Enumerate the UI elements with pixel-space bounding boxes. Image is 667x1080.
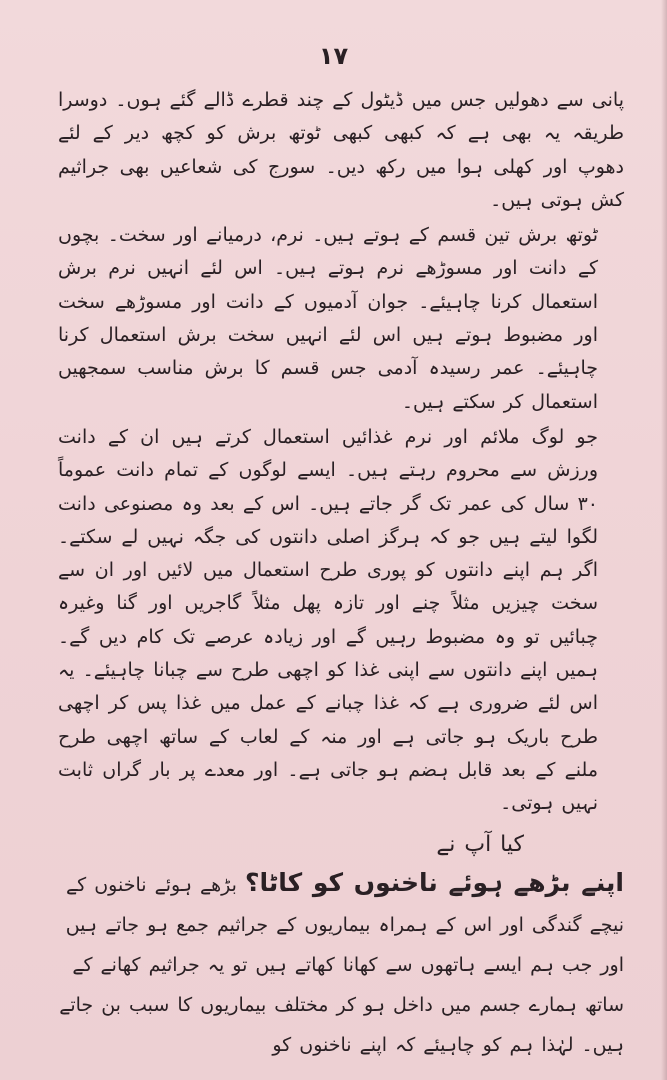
page-body <box>58 84 624 1065</box>
heading-line-2-wrap <box>58 863 624 1065</box>
paragraph-chewing-food: جو لوگ ملائم اور نرم غذائیں استعمال کرتے ہیں ان کے دانت ورزش سے محروم رہتے ہیں۔ ایسے لوگوں کے تمام دانت عموماً ٣٠ سال کی عمر تک گر جاتے ہیں۔ اس کے بعد وہ مصنوعی دانت لگوا لیتے ہیں جو کہ ہرگز اصلی دانتوں کی جگہ نہیں لے سکتے۔ اگر ہم اپنے دانتوں کو پوری طرح استعمال میں لائیں اور ان سے سخت چیزیں مثلاً چنے اور تازہ پھل مثلاً گاجریں اور گنا وغیرہ چبائیں تو وہ مضبوط رہیں گے اور زیادہ عرصے تک کام دیں گے۔ ہمیں اپنے دانتوں سے اپنی غذا کو اچھی طرح سے چبانا چاہیئے۔ یہ اس لئے ضروری ہے کہ غذا چبانے کے عمل میں غذا پس کر اچھی طرح باریک ہو جاتی ہے اور منہ کے لعاب کے ساتھ اچھی طرح ملنے کے بعد قابل ہضم ہو جاتی ہے۔ اور معدے پر بار گراں ثابت نہیں ہوتی۔ <box>58 425 598 815</box>
paragraph-nails: بڑھے ہوئے ناخنوں کے نیچے گندگی اور اس کے ہمراہ بیماریوں کے جراثیم جمع ہو جاتے ہیں اور جب ہم ایسے ہاتھوں سے کھانا کھاتے ہیں تو یہ جراثیم کھانے کے ساتھ ہمارے جسم میں داخل ہو کر مختلف بیماریوں کا سبب بن جاتے ہیں۔ لہٰذا ہم کو چاہیئے کہ اپنے ناخنوں کو <box>59 873 624 1056</box>
paragraph-toothbrush-types: ٹوتھ برش تین قسم کے ہوتے ہیں۔ نرم، درمیانے اور سخت۔ بچوں کے دانت اور مسوڑھے نرم ہوتے ہیں۔ اس لئے انہیں نرم برش استعمال کرنا چاہیئے۔ جوان آدمیوں کے دانت اور مسوڑھے سخت اور مضبوط ہوتے ہیں اس لئے انہیں سخت برش استعمال کرنا چاہیئے۔ عمر رسیدہ آدمی جس قسم کا برش مناسب سمجھیں استعمال کر سکتے ہیں۔ <box>58 224 598 413</box>
heading-line-2: اپنے بڑھے ہوئے ناخنوں کو کاٹا؟ <box>244 867 624 897</box>
section-heading <box>58 827 624 1065</box>
paragraph-toothbrush-cleaning: پانی سے دھولیں جس میں ڈیٹول کے چند قطرے ڈالے گئے ہوں۔ دوسرا طریقہ یہ بھی ہے کہ کبھی کبھی ٹوتھ برش کو کچھ دیر کے لئے دھوپ اور کھلی ہوا میں رکھ دیں۔ سورج کی شعاعیں بھی جراثیم کش ہوتی ہیں۔ <box>58 89 624 211</box>
page-number: ١٧ <box>318 42 349 70</box>
heading-line-1: کیا آپ نے <box>436 831 524 857</box>
